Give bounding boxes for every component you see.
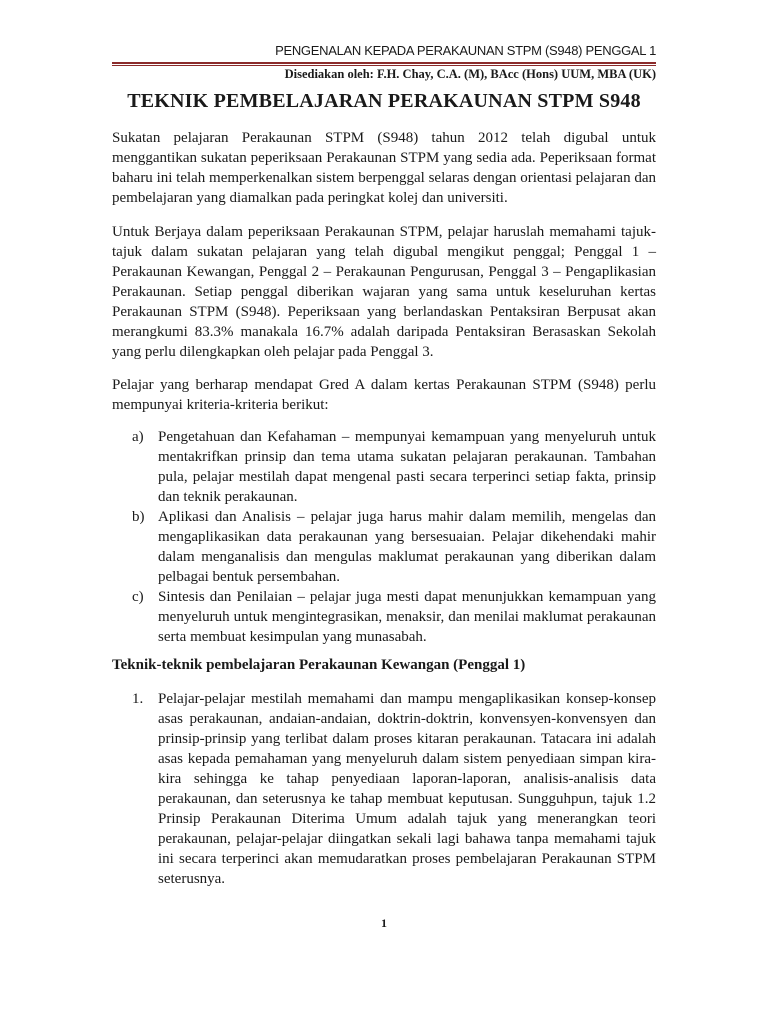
criteria-item: [112, 427, 656, 507]
technique-item: [112, 689, 656, 889]
criteria-item-text: Sintesis dan Penilaian – pelajar juga mesti dapat menunjukkan kemampuan yang menyeluruh untuk mengintegrasikan, menaksir, dan menilai maklumat perakaunan serta membuat kesimpulan yang munasabah.: [158, 589, 656, 645]
document-title: TEKNIK PEMBELAJARAN PERAKAUNAN STPM S948: [127, 90, 641, 112]
header-divider: [112, 62, 656, 66]
list-marker: a): [132, 429, 144, 445]
technique-item-text: Pelajar-pelajar mestilah memahami dan mampu mengaplikasikan konsep-konsep asas perakaunan, andaian-andaian, doktrin-doktrin, konvensyen-konvensyen dan prinsip-prinsip yang terlibat dalam proses kitaran perakaunan. Tatacara ini adalah asas kepada pemahaman yang menyeluruh dalam sistem penyediaan simpan kira-kira sehingga ke tahap penyediaan laporan-laporan, analisis-analisis data perakaunan, dan seterusnya ke tahap membuat keputusan. Sungguhpun, tajuk 1.2 Prinsip Perakaunan Diterima Umum adalah tajuk yang menerangkan teori perakaunan, pelajar-pelajar diingatkan sekali lagi bahawa tanpa memahami tajuk ini secara terperinci akan memudaratkan proses pembelajaran Perakaunan STPM seterusnya.: [158, 691, 656, 887]
preparer-credit: Disediakan oleh: F.H. Chay, C.A. (M), BAcc (Hons) UUM, MBA (UK): [284, 67, 656, 81]
criteria-item-text: Aplikasi dan Analisis – pelajar juga harus mahir dalam memilih, mengelas dan mengaplikasikan data perakaunan yang bersesuaian. Pelajar dikehendaki mahir dalam menganalisis dan mengulas maklumat perakaunan yang diberikan dalam pelbagai bentuk persembahan.: [158, 509, 656, 585]
criteria-item: [112, 507, 656, 587]
criteria-item: [112, 587, 656, 647]
list-marker: 1.: [132, 691, 144, 707]
running-header-title: PENGENALAN KEPADA PERAKAUNAN STPM (S948) PENGGAL 1: [275, 43, 656, 58]
list-marker: b): [132, 509, 145, 525]
terms-paragraph: Untuk Berjaya dalam peperiksaan Perakaunan STPM, pelajar haruslah memahami tajuk-tajuk dalam sukatan pelajaran yang telah digubal mengikut penggal; Penggal 1 – Perakaunan Kewangan, Penggal 2 – Perakaunan Pengurusan, Penggal 3 – Pengaplikasian Perakaunan. Setiap penggal diberikan wajaran yang sama untuk keseluruhan kertas Perakaunan STPM (S948). Peperiksaan yang berlandaskan Pentaksiran Berpusat akan merangkumi 83.3% manakala 16.7% adalah daripada Pentaksiran Berasaskan Sekolah yang perlu dilengkapkan oleh pelajar pada Penggal 3.: [112, 224, 656, 360]
techniques-list: [112, 689, 656, 889]
list-marker: c): [132, 589, 144, 605]
page-number: 1: [381, 916, 387, 930]
criteria-intro-paragraph: Pelajar yang berharap mendapat Gred A dalam kertas Perakaunan STPM (S948) perlu mempunyai kriteria-kriteria berikut:: [112, 377, 656, 413]
section-heading: Teknik-teknik pembelajaran Perakaunan Kewangan (Penggal 1): [112, 657, 526, 673]
intro-paragraph: Sukatan pelajaran Perakaunan STPM (S948) tahun 2012 telah digubal untuk menggantikan sukatan peperiksaan Perakaunan STPM yang sedia ada. Peperiksaan format baharu ini telah memperkenalkan sistem berpenggal selaras dengan orientasi pelajaran dan pembelajaran yang diamalkan pada peringkat kolej dan universiti.: [112, 130, 656, 206]
criteria-list: [112, 427, 656, 647]
criteria-item-text: Pengetahuan dan Kefahaman – mempunyai kemampuan yang menyeluruh untuk mentakrifkan prinsip dan tema utama sukatan pelajaran perakaunan. Tambahan pula, pelajar mestilah dapat mengenal pasti secara terperinci setiap fakta, prinsip dan teknik perakaunan.: [158, 429, 656, 505]
